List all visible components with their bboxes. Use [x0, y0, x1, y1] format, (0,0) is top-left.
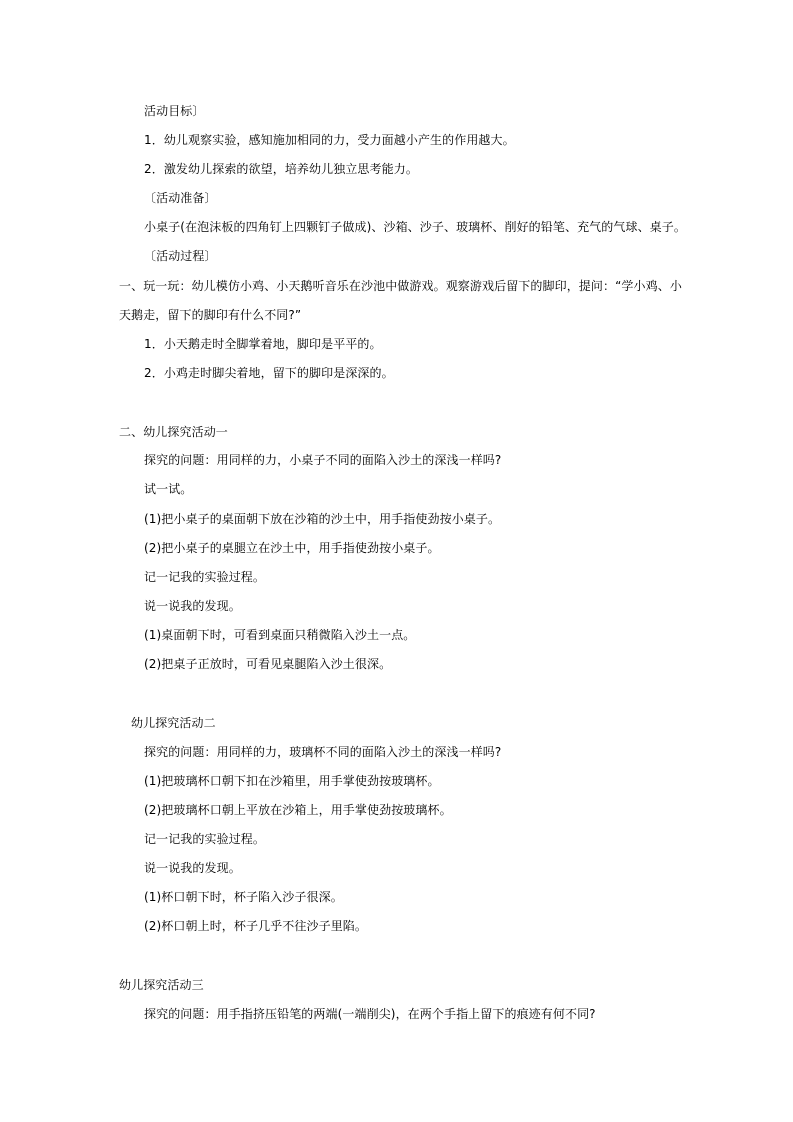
activity-3-heading: 幼儿探究活动三: [119, 978, 204, 992]
activity-2-question: 探究的问题：用同样的力，玻璃杯不同的面陷入沙土的深浅一样吗?: [144, 745, 502, 759]
goal-item-2: 2．激发幼儿探索的欲望，培养幼儿独立思考能力。: [144, 162, 418, 176]
section-heading-process: 〔活动过程〕: [144, 249, 217, 263]
activity-1-heading: 二、幼儿探究活动一: [119, 425, 228, 439]
section-heading-preparation: 〔活动准备〕: [144, 191, 217, 205]
observation-2: 2．小鸡走时脚尖着地，留下的脚印是深深的。: [144, 366, 394, 380]
activity-1-step-1: (1)把小桌子的桌面朝下放在沙箱的沙土中，用手指使劲按小桌子。: [144, 512, 501, 526]
activity-2-step-1: (1)把玻璃杯口朝下扣在沙箱里，用手掌使劲按玻璃杯。: [144, 774, 440, 788]
activity-1-question: 探究的问题：用同样的力，小桌子不同的面陷入沙土的深浅一样吗?: [144, 453, 502, 467]
section-heading-goals: 活动目标〕: [144, 104, 205, 118]
activity-2-heading: 幼儿探究活动二: [131, 716, 216, 730]
activity-1-try: 试一试。: [144, 482, 193, 496]
activity-1-record: 记一记我的实验过程。: [144, 570, 266, 584]
activity-1-step-2: (2)把小桌子的桌腿立在沙土中，用手指使劲按小桌子。: [144, 541, 440, 555]
preparation-text: 小桌子(在泡沫板的四角钉上四颗钉子做成)、沙箱、沙子、玻璃杯、削好的铅笔、充气的气球、桌子。: [144, 220, 686, 234]
activity-2-finding-1: (1)杯口朝下时，杯子陷入沙子很深。: [144, 890, 343, 904]
goal-item-1: 1．幼儿观察实验，感知施加相同的力，受力面越小产生的作用越大。: [144, 133, 515, 147]
process-step-1: 一、玩一玩：幼儿模仿小鸡、小天鹅听音乐在沙池中做游戏。观察游戏后留下的脚印，提问：“学小鸡、小: [119, 279, 682, 293]
activity-2-discovery: 说一说我的发现。: [144, 861, 241, 875]
activity-2-finding-2: (2)杯口朝上时，杯子几乎不往沙子里陷。: [144, 919, 367, 933]
activity-1-finding-1: (1)桌面朝下时，可看到桌面只稍微陷入沙土一点。: [144, 628, 416, 642]
activity-1-discovery: 说一说我的发现。: [144, 599, 241, 613]
activity-1-finding-2: (2)把桌子正放时，可看见桌腿陷入沙土很深。: [144, 657, 392, 671]
activity-2-step-2: (2)把玻璃杯口朝上平放在沙箱上，用手掌使劲按玻璃杯。: [144, 803, 452, 817]
activity-3-question: 探究的问题：用手指挤压铅笔的两端(一端削尖)，在两个手指上留下的痕迹有何不同?: [144, 1007, 596, 1021]
process-step-1-continued: 天鹅走，留下的脚印有什么不同?”: [119, 308, 302, 322]
activity-2-record: 记一记我的实验过程。: [144, 832, 266, 846]
observation-1: 1．小天鹅走时全脚掌着地，脚印是平平的。: [144, 337, 382, 351]
